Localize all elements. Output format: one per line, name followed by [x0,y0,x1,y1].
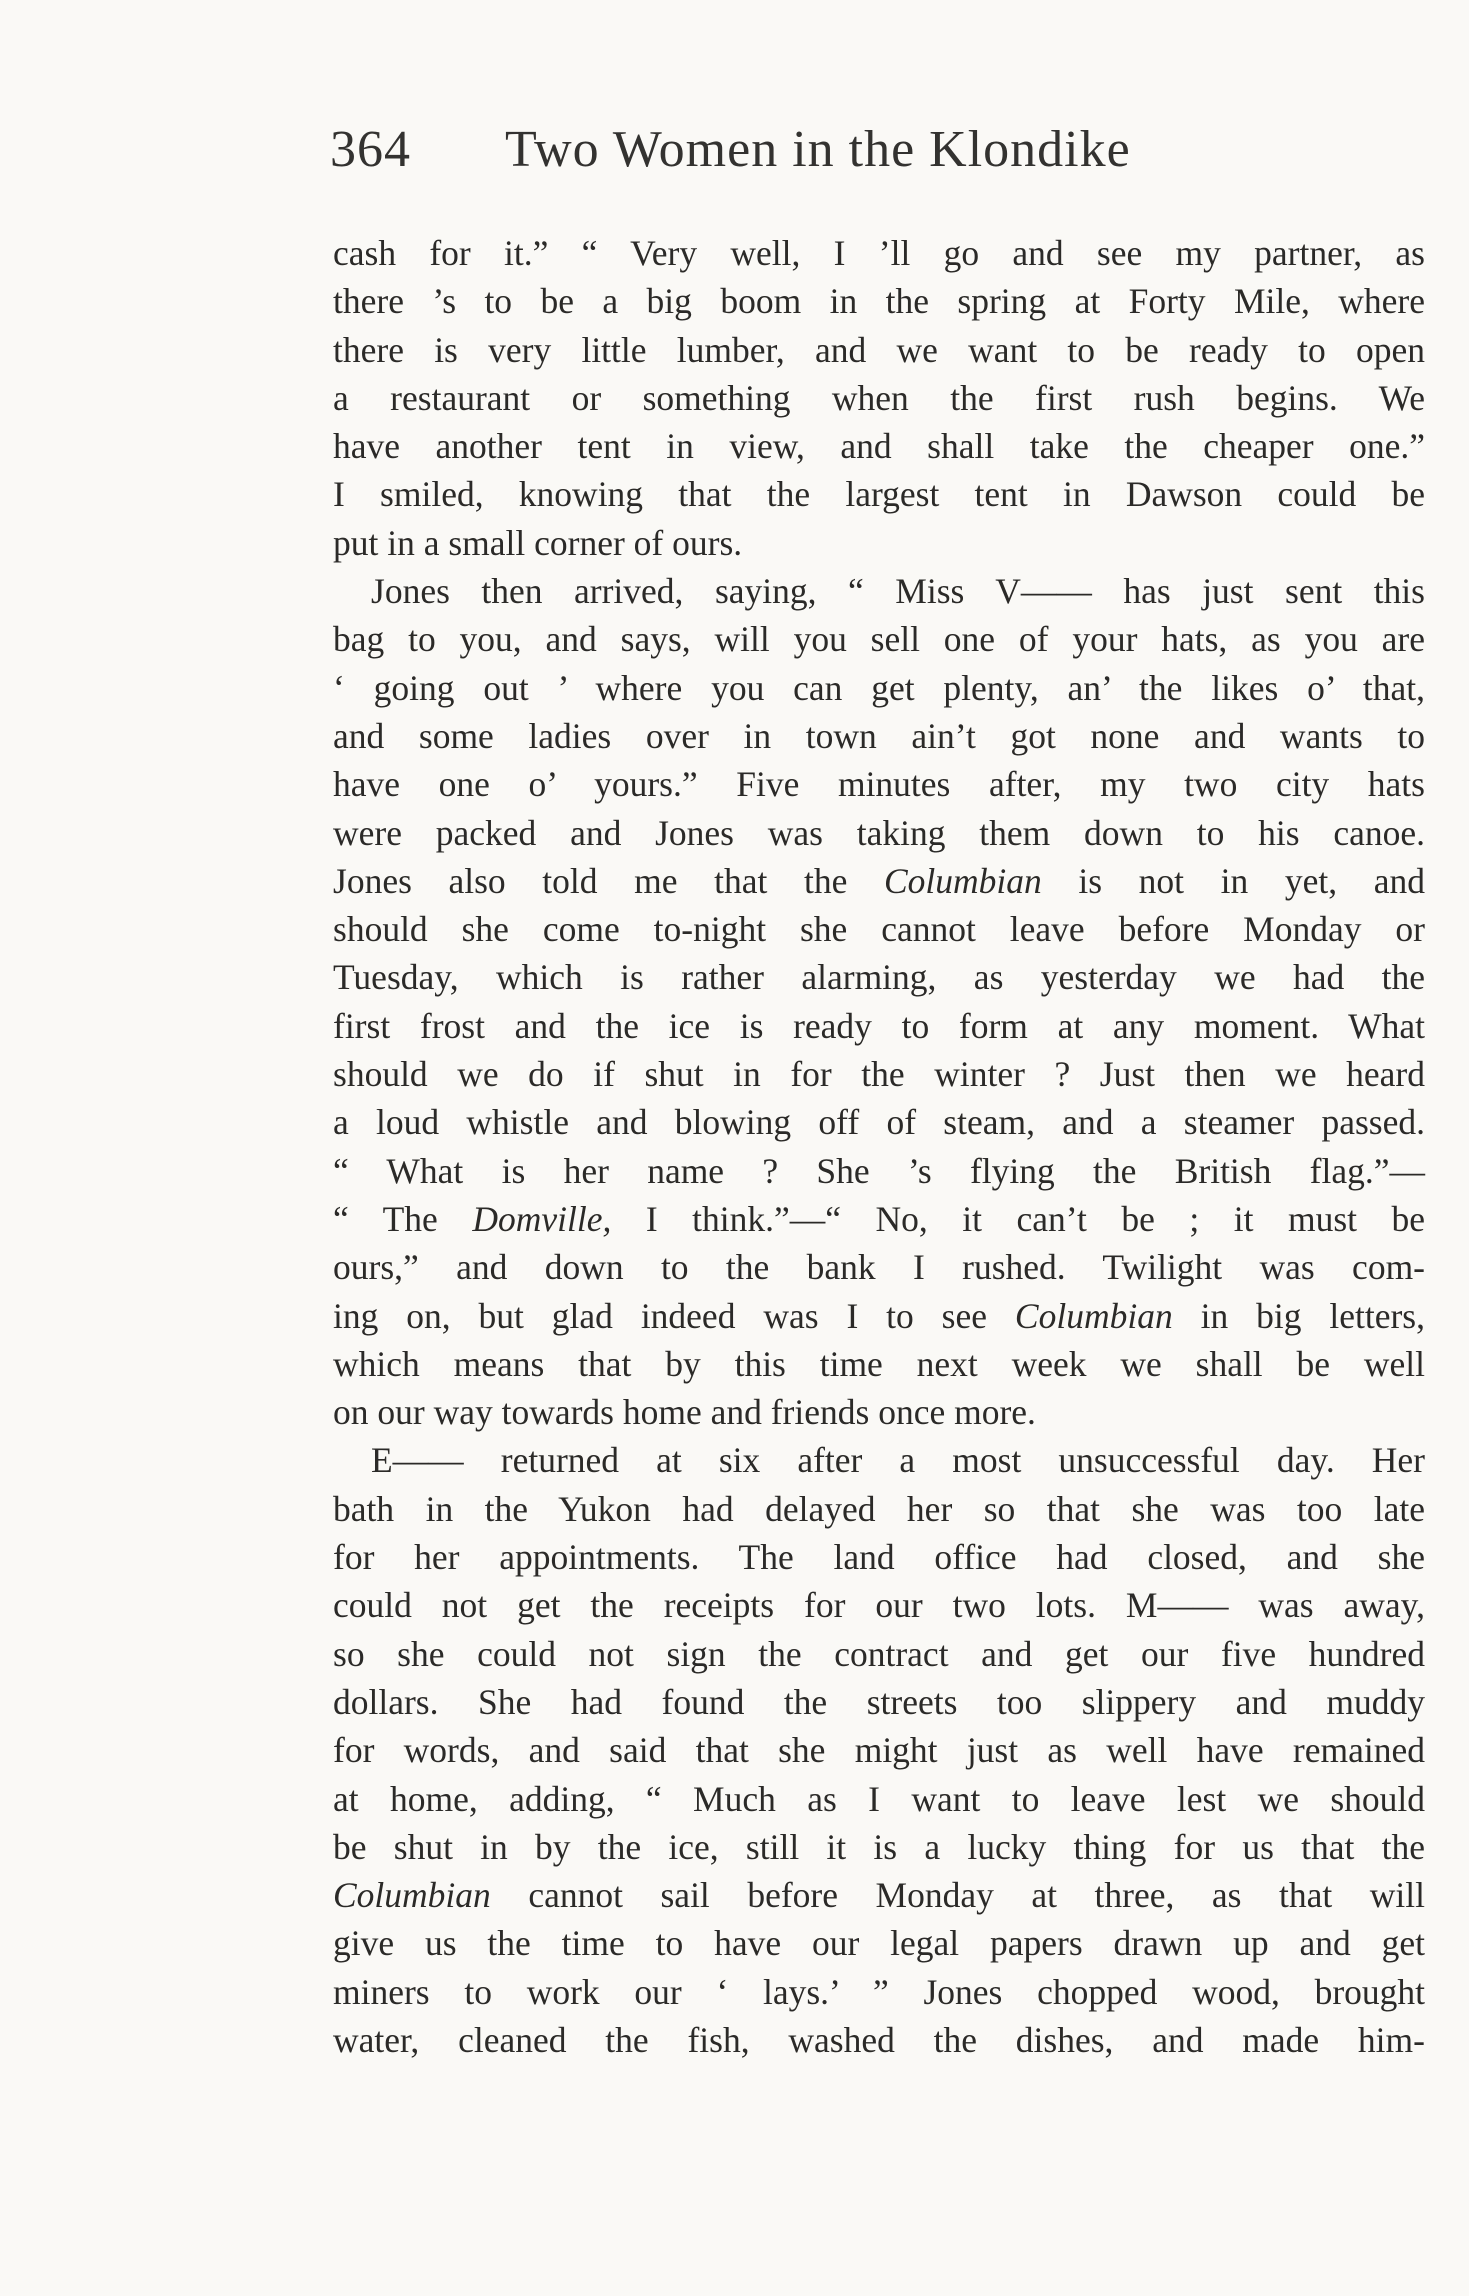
text-segment: at home, adding, “ Much as I want to leave lest we should [333,1778,1425,1819]
text-segment: for her appointments. The land office had closed, and she [333,1537,1425,1578]
text-segment: first frost and the ice is ready to form at any moment. What [333,1005,1425,1046]
text-segment: have one o’ yours.” Five minutes after, my two city hats [333,764,1425,805]
text-line [333,277,1425,325]
text-line [333,1919,1425,1967]
text-segment: dollars. She had found the streets too slippery and muddy [333,1681,1425,1722]
text-segment: Jones then arrived, saying, “ Miss V—— has just sent this [371,571,1425,612]
text-line [333,1098,1425,1146]
text-segment: I think.”—“ No, it can’t be ; it must be [611,1198,1426,1239]
text-segment: put in a small corner of ours. [333,522,743,563]
text-line [333,1243,1425,1291]
text-segment: which means that by this time next week we shall be well [333,1343,1425,1384]
text-line [333,857,1425,905]
text-line [333,1485,1425,1533]
text-segment: ours,” and down to the bank I rushed. Twilight was com- [333,1247,1425,1288]
text-line [333,1871,1425,1919]
text-line [333,760,1425,808]
text-line [333,1388,1425,1436]
text-segment: ing on, but glad indeed was I to see [333,1295,1015,1336]
text-line [333,1050,1425,1098]
text-line [333,1726,1425,1774]
page-number: 364 [330,121,411,178]
text-segment: there is very little lumber, and we want to be ready to open [333,329,1425,370]
text-line [333,1340,1425,1388]
text-segment: there ’s to be a big boom in the spring at Forty Mile, where [333,281,1425,322]
text-line [333,664,1425,712]
text-line [333,326,1425,374]
text-line [333,809,1425,857]
text-line [333,519,1425,567]
page-header [330,118,1330,182]
paragraph-first-line [333,567,1425,615]
text-segment: in big letters, [1172,1295,1425,1336]
text-line [333,712,1425,760]
text-segment: were packed and Jones was taking them down to his canoe. [333,812,1425,853]
text-line [333,1630,1425,1678]
text-segment: for words, and said that she might just as well have remained [333,1730,1425,1771]
text-line [333,229,1425,277]
text-segment: a loud whistle and blowing off of steam, and a steamer passed. [333,1102,1425,1143]
text-segment: a restaurant or something when the first rush begins. We [333,377,1425,418]
text-line [333,1002,1425,1050]
body-text [333,229,1425,2064]
text-segment: have another tent in view, and shall take the cheaper one.” [333,426,1425,467]
text-line [333,1292,1425,1340]
paragraph-first-line [333,1436,1425,1484]
text-segment: Tuesday, which is rather alarming, as yesterday we had the [333,957,1425,998]
text-line [333,374,1425,422]
italic-ship-name: Columbian [883,860,1042,901]
text-line [333,1678,1425,1726]
text-segment: “ The [333,1198,473,1239]
text-line [333,1195,1425,1243]
text-segment: I smiled, knowing that the largest tent in Dawson could be [333,474,1425,515]
text-segment: be shut in by the ice, still it is a lucky thing for us that the [333,1826,1425,1867]
text-segment: give us the time to have our legal papers drawn up and get [333,1923,1425,1964]
text-segment: “ What is her name ? She ’s flying the British flag.”— [333,1150,1425,1191]
text-segment: should we do if shut in for the winter ? Just then we heard [333,1054,1425,1095]
text-line [333,1823,1425,1871]
italic-ship-name: Columbian [333,1875,491,1916]
italic-ship-name: Columbian [1014,1295,1173,1336]
text-segment: Jones also told me that the [333,860,884,901]
text-segment: on our way towards home and friends once more. [333,1392,1036,1433]
text-segment: so she could not sign the contract and get our five hundred [333,1633,1425,1674]
text-line [333,1968,1425,2016]
text-segment: and some ladies over in town ain’t got none and wants to [333,715,1425,756]
text-segment: miners to work our ‘ lays.’ ” Jones chopped wood, brought [333,1971,1425,2012]
italic-ship-name: Domville, [472,1198,612,1239]
text-line [333,2016,1425,2064]
text-segment: ‘ going out ’ where you can get plenty, an’ the likes o’ that, [333,667,1425,708]
text-segment: bath in the Yukon had delayed her so that she was too late [333,1488,1425,1529]
text-line [333,615,1425,663]
text-line [333,905,1425,953]
text-segment: E—— returned at six after a most unsuccessful day. Her [371,1440,1425,1481]
text-segment: should she come to-night she cannot leave before Monday or [333,909,1425,950]
text-line [333,1775,1425,1823]
text-segment: could not get the receipts for our two lots. M—— was away, [333,1585,1425,1626]
text-line [333,1581,1425,1629]
text-line [333,470,1425,518]
text-line [333,422,1425,470]
text-segment: is not in yet, and [1041,860,1425,901]
text-segment: bag to you, and says, will you sell one of your hats, as you are [333,619,1425,660]
text-segment: cannot sail before Monday at three, as that will [490,1875,1425,1916]
text-segment: water, cleaned the fish, washed the dishes, and made him- [333,2019,1425,2060]
text-line [333,1533,1425,1581]
text-line [333,1147,1425,1195]
text-line [333,953,1425,1001]
text-segment: cash for it.” “ Very well, I ’ll go and see my partner, as [333,233,1425,273]
running-title: Two Women in the Klondike [505,121,1131,178]
